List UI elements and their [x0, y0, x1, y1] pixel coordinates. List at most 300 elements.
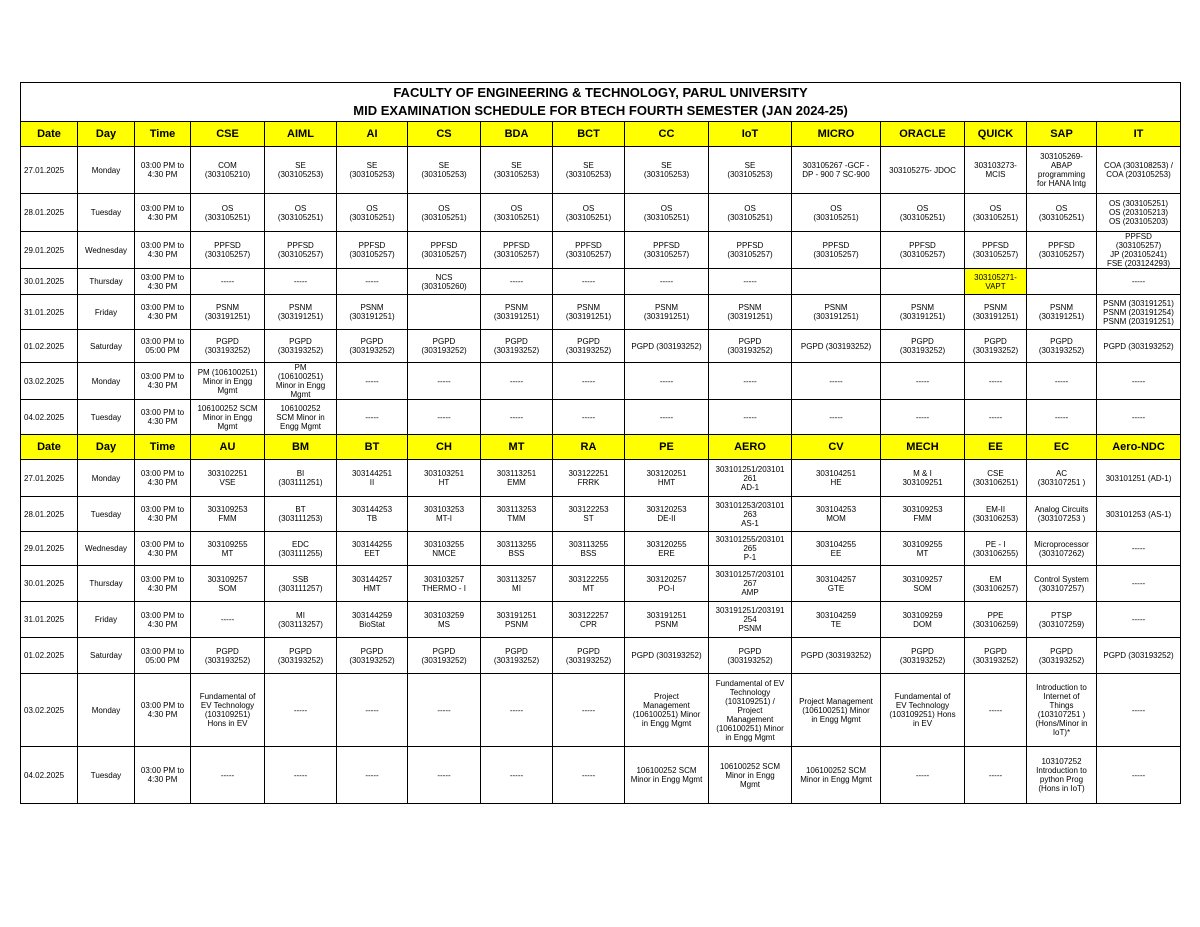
- exam-cell: PGPD (303193252): [625, 638, 709, 674]
- exam-cell: Fundamental of EV Technology (103109251) Hons in EV: [881, 674, 965, 747]
- exam-cell: -----: [1097, 602, 1181, 638]
- table-row: [21, 295, 1181, 330]
- exam-cell: -----: [265, 269, 337, 295]
- exam-cell: 303105271- VAPT: [965, 269, 1027, 295]
- exam-cell: 303120257 PO-I: [625, 566, 709, 602]
- column-header: AERO: [709, 435, 792, 460]
- time-cell: 03:00 PM to 4:30 PM: [135, 269, 191, 295]
- time-cell: 03:00 PM to 4:30 PM: [135, 674, 191, 747]
- exam-cell: PGPD (303193252): [191, 638, 265, 674]
- exam-cell: PPFSD (303105257) JP (203105241) FSE (203124293): [1097, 232, 1181, 269]
- column-header: QUICK: [965, 122, 1027, 147]
- exam-cell: 303122253 ST: [553, 497, 625, 532]
- day-cell: Saturday: [78, 638, 135, 674]
- exam-cell: 303144257 HMT: [337, 566, 408, 602]
- exam-cell: Fundamental of EV Technology (103109251) / Project Management (106100251) Minor in Engg Mgmt: [709, 674, 792, 747]
- exam-cell: [792, 269, 881, 295]
- exam-cell: -----: [625, 363, 709, 400]
- exam-cell: 303144259 BioStat: [337, 602, 408, 638]
- exam-cell: 303120251 HMT: [625, 460, 709, 497]
- exam-cell: PGPD (303193252): [481, 638, 553, 674]
- exam-cell: PPFSD (303105257): [881, 232, 965, 269]
- exam-cell: PGPD (303193252): [408, 330, 481, 363]
- exam-cell: PSNM (303191251): [709, 295, 792, 330]
- exam-cell: PSNM (303191251): [265, 295, 337, 330]
- exam-cell: SE (303105253): [709, 147, 792, 194]
- exam-cell: OS (303105251): [265, 194, 337, 232]
- exam-cell: PPFSD (303105257): [337, 232, 408, 269]
- exam-cell: PGPD (303193252): [408, 638, 481, 674]
- date-cell: 30.01.2025: [21, 566, 78, 602]
- exam-cell: -----: [553, 400, 625, 435]
- exam-cell: OS (303105251): [625, 194, 709, 232]
- exam-cell: PSNM (303191251): [481, 295, 553, 330]
- exam-cell: 303144251 II: [337, 460, 408, 497]
- exam-cell: 106100252 SCM Minor in Engg Mgmt: [191, 400, 265, 435]
- exam-cell: 303109253 FMM: [191, 497, 265, 532]
- exam-cell: 303122257 CPR: [553, 602, 625, 638]
- exam-cell: SE (303105253): [481, 147, 553, 194]
- exam-cell: [881, 269, 965, 295]
- exam-cell: EM-II (303106253): [965, 497, 1027, 532]
- day-cell: Wednesday: [78, 232, 135, 269]
- day-cell: Monday: [78, 147, 135, 194]
- day-cell: Friday: [78, 602, 135, 638]
- exam-cell: BT (303111253): [265, 497, 337, 532]
- exam-cell: -----: [191, 269, 265, 295]
- exam-cell: PGPD (303193252): [553, 638, 625, 674]
- exam-cell: PM (106100251) Minor in Engg Mgmt: [265, 363, 337, 400]
- exam-cell: PGPD (303193252): [881, 330, 965, 363]
- exam-cell: 303120255 ERE: [625, 532, 709, 566]
- exam-cell: -----: [265, 747, 337, 804]
- day-cell: Monday: [78, 460, 135, 497]
- column-header: MECH: [881, 435, 965, 460]
- exam-cell: COA (303108253) / COA (203105253): [1097, 147, 1181, 194]
- exam-cell: -----: [709, 363, 792, 400]
- exam-cell: OS (303105251): [408, 194, 481, 232]
- table-row: [21, 602, 1181, 638]
- exam-cell: -----: [1097, 674, 1181, 747]
- exam-cell: SE (303105253): [625, 147, 709, 194]
- day-cell: Saturday: [78, 330, 135, 363]
- exam-cell: -----: [1097, 747, 1181, 804]
- exam-cell: 106100252 SCM Minor in Engg Mgmt: [625, 747, 709, 804]
- exam-cell: PGPD (303193252): [792, 330, 881, 363]
- time-cell: 03:00 PM to 4:30 PM: [135, 460, 191, 497]
- exam-cell: PGPD (303193252): [337, 330, 408, 363]
- exam-cell: PPFSD (303105257): [1027, 232, 1097, 269]
- exam-cell: CSE (303106251): [965, 460, 1027, 497]
- column-header: CS: [408, 122, 481, 147]
- exam-cell: 303101253/203101 263 AS-1: [709, 497, 792, 532]
- exam-cell: 303109255 MT: [881, 532, 965, 566]
- column-header: AU: [191, 435, 265, 460]
- time-cell: 03:00 PM to 4:30 PM: [135, 363, 191, 400]
- exam-cell: Introduction to Internet of Things (103107251 ) (Hons/Minor in IoT)*: [1027, 674, 1097, 747]
- exam-cell: 303109253 FMM: [881, 497, 965, 532]
- exam-cell: PGPD (303193252): [965, 638, 1027, 674]
- exam-cell: 303113255 BSS: [481, 532, 553, 566]
- time-cell: 03:00 PM to 4:30 PM: [135, 194, 191, 232]
- time-cell: 03:00 PM to 4:30 PM: [135, 602, 191, 638]
- exam-cell: -----: [481, 674, 553, 747]
- time-cell: 03:00 PM to 4:30 PM: [135, 747, 191, 804]
- column-header: BDA: [481, 122, 553, 147]
- exam-cell: OS (303105251): [965, 194, 1027, 232]
- exam-cell: OS (303105251) OS (203105213) OS (203105203): [1097, 194, 1181, 232]
- day-cell: Tuesday: [78, 400, 135, 435]
- exam-cell: -----: [1097, 269, 1181, 295]
- table-row: [21, 269, 1181, 295]
- page-title: [21, 83, 1181, 122]
- exam-cell: 303109257 SOM: [191, 566, 265, 602]
- exam-cell: 303191251 PSNM: [481, 602, 553, 638]
- exam-cell: PGPD (303193252): [265, 330, 337, 363]
- date-cell: 31.01.2025: [21, 602, 78, 638]
- exam-cell: Analog Circuits (303107253 ): [1027, 497, 1097, 532]
- exam-cell: -----: [709, 400, 792, 435]
- exam-cell: PTSP (303107259): [1027, 602, 1097, 638]
- exam-cell: PGPD (303193252): [625, 330, 709, 363]
- time-cell: 03:00 PM to 05:00 PM: [135, 638, 191, 674]
- exam-cell: 303105269- ABAP programming for HANA Intg: [1027, 147, 1097, 194]
- column-header: RA: [553, 435, 625, 460]
- time-cell: 03:00 PM to 4:30 PM: [135, 147, 191, 194]
- exam-cell: -----: [481, 363, 553, 400]
- exam-cell: Fundamental of EV Technology (103109251) Hons in EV: [191, 674, 265, 747]
- time-cell: 03:00 PM to 4:30 PM: [135, 232, 191, 269]
- column-header: MICRO: [792, 122, 881, 147]
- exam-cell: SE (303105253): [553, 147, 625, 194]
- table-row: [21, 330, 1181, 363]
- exam-cell: -----: [408, 363, 481, 400]
- column-header: AIML: [265, 122, 337, 147]
- exam-cell: 303105275- JDOC: [881, 147, 965, 194]
- day-cell: Thursday: [78, 566, 135, 602]
- time-cell: 03:00 PM to 4:30 PM: [135, 532, 191, 566]
- exam-cell: SE (303105253): [265, 147, 337, 194]
- exam-cell: PSNM (303191251) PSNM (203191254) PSNM (203191251): [1097, 295, 1181, 330]
- exam-cell: -----: [553, 747, 625, 804]
- exam-cell: PSNM (303191251): [553, 295, 625, 330]
- table-row: [21, 194, 1181, 232]
- exam-cell: PSNM (303191251): [792, 295, 881, 330]
- column-header: IT: [1097, 122, 1181, 147]
- exam-cell: -----: [337, 269, 408, 295]
- column-header: BT: [337, 435, 408, 460]
- exam-cell: SSB (303111257): [265, 566, 337, 602]
- exam-cell: PGPD (303193252): [191, 330, 265, 363]
- exam-cell: PSNM (303191251): [337, 295, 408, 330]
- exam-cell: BI (303111251): [265, 460, 337, 497]
- exam-cell: 303122251 FRRK: [553, 460, 625, 497]
- exam-cell: -----: [408, 747, 481, 804]
- date-cell: 28.01.2025: [21, 497, 78, 532]
- table-row: [21, 460, 1181, 497]
- exam-cell: 106100252 SCM Minor in Engg Mgmt: [709, 747, 792, 804]
- exam-cell: 303104257 GTE: [792, 566, 881, 602]
- exam-cell: 303101255/203101 265 P-1: [709, 532, 792, 566]
- exam-cell: 303102251 VSE: [191, 460, 265, 497]
- exam-cell: 303103251 HT: [408, 460, 481, 497]
- exam-cell: 303113257 MI: [481, 566, 553, 602]
- exam-cell: PGPD (303193252): [553, 330, 625, 363]
- table-row: [21, 147, 1181, 194]
- exam-cell: 303144255 EET: [337, 532, 408, 566]
- exam-cell: PSNM (303191251): [625, 295, 709, 330]
- exam-cell: 303103255 NMCE: [408, 532, 481, 566]
- exam-cell: OS (303105251): [709, 194, 792, 232]
- exam-cell: 303101251/203101 261 AD-1: [709, 460, 792, 497]
- exam-cell: AC (303107251 ): [1027, 460, 1097, 497]
- exam-cell: PE - I (303106255): [965, 532, 1027, 566]
- exam-cell: 303120253 DE-II: [625, 497, 709, 532]
- exam-cell: 303103259 MS: [408, 602, 481, 638]
- time-cell: 03:00 PM to 4:30 PM: [135, 497, 191, 532]
- exam-cell: -----: [1027, 400, 1097, 435]
- exam-cell: PPFSD (303105257): [709, 232, 792, 269]
- column-header: BM: [265, 435, 337, 460]
- date-cell: 29.01.2025: [21, 532, 78, 566]
- title-line-1: FACULTY OF ENGINEERING & TECHNOLOGY, PARUL UNIVERSITY: [393, 85, 808, 100]
- exam-cell: -----: [481, 400, 553, 435]
- exam-cell: -----: [792, 363, 881, 400]
- column-header: CH: [408, 435, 481, 460]
- exam-cell: 303191251/203191 254 PSNM: [709, 602, 792, 638]
- day-cell: Tuesday: [78, 194, 135, 232]
- exam-cell: 303113251 EMM: [481, 460, 553, 497]
- exam-cell: -----: [408, 400, 481, 435]
- exam-cell: 303109259 DOM: [881, 602, 965, 638]
- table-row: [21, 232, 1181, 269]
- exam-cell: -----: [965, 363, 1027, 400]
- exam-cell: PSNM (303191251): [881, 295, 965, 330]
- exam-cell: OS (303105251): [191, 194, 265, 232]
- time-cell: 03:00 PM to 4:30 PM: [135, 295, 191, 330]
- exam-cell: 303105267 -GCF - DP - 900 7 SC-900: [792, 147, 881, 194]
- date-cell: 03.02.2025: [21, 363, 78, 400]
- column-header: Time: [135, 435, 191, 460]
- exam-cell: 303103273- MCIS: [965, 147, 1027, 194]
- exam-cell: PPFSD (303105257): [191, 232, 265, 269]
- column-header: MT: [481, 435, 553, 460]
- exam-cell: -----: [965, 747, 1027, 804]
- title-line-2: MID EXAMINATION SCHEDULE FOR BTECH FOURTH SEMESTER (JAN 2024-25): [353, 103, 848, 118]
- date-cell: 31.01.2025: [21, 295, 78, 330]
- column-header: AI: [337, 122, 408, 147]
- exam-cell: PGPD (303193252): [709, 638, 792, 674]
- exam-cell: -----: [1097, 566, 1181, 602]
- exam-cell: 303109255 MT: [191, 532, 265, 566]
- exam-cell: PGPD (303193252): [709, 330, 792, 363]
- date-cell: 04.02.2025: [21, 400, 78, 435]
- column-header: Day: [78, 435, 135, 460]
- exam-cell: -----: [1097, 400, 1181, 435]
- table-row: [21, 363, 1181, 400]
- exam-cell: -----: [881, 400, 965, 435]
- column-header: Aero-NDC: [1097, 435, 1181, 460]
- exam-cell: PPFSD (303105257): [265, 232, 337, 269]
- exam-cell: -----: [337, 674, 408, 747]
- date-cell: 27.01.2025: [21, 147, 78, 194]
- exam-cell: -----: [337, 400, 408, 435]
- exam-cell: PPFSD (303105257): [408, 232, 481, 269]
- table-row: [21, 532, 1181, 566]
- column-header: ORACLE: [881, 122, 965, 147]
- exam-cell: PPE (303106259): [965, 602, 1027, 638]
- exam-cell: -----: [265, 674, 337, 747]
- exam-cell: -----: [1097, 363, 1181, 400]
- exam-cell: -----: [481, 747, 553, 804]
- exam-cell: Project Management (106100251) Minor in Engg Mgmt: [625, 674, 709, 747]
- exam-schedule-table: [20, 82, 1181, 804]
- column-header: EC: [1027, 435, 1097, 460]
- exam-cell: [1027, 269, 1097, 295]
- exam-cell: -----: [191, 747, 265, 804]
- exam-cell: COM (303105210): [191, 147, 265, 194]
- date-cell: 29.01.2025: [21, 232, 78, 269]
- exam-cell: PGPD (303193252): [1027, 638, 1097, 674]
- column-header: BCT: [553, 122, 625, 147]
- exam-cell: 106100252 SCM Minor in Engg Mgmt: [792, 747, 881, 804]
- day-cell: Friday: [78, 295, 135, 330]
- column-header: SAP: [1027, 122, 1097, 147]
- exam-cell: -----: [1027, 363, 1097, 400]
- exam-cell: -----: [709, 269, 792, 295]
- exam-cell: 303101251 (AD-1): [1097, 460, 1181, 497]
- date-cell: 01.02.2025: [21, 638, 78, 674]
- table-row: [21, 674, 1181, 747]
- exam-cell: M & I 303109251: [881, 460, 965, 497]
- table-row: [21, 497, 1181, 532]
- exam-cell: 303113255 BSS: [553, 532, 625, 566]
- date-cell: 27.01.2025: [21, 460, 78, 497]
- exam-cell: PGPD (303193252): [1097, 330, 1181, 363]
- column-header: CSE: [191, 122, 265, 147]
- section2-header-row: [21, 435, 1181, 460]
- date-cell: 03.02.2025: [21, 674, 78, 747]
- date-cell: 28.01.2025: [21, 194, 78, 232]
- exam-cell: 303191251 PSNM: [625, 602, 709, 638]
- exam-cell: -----: [625, 269, 709, 295]
- date-cell: 30.01.2025: [21, 269, 78, 295]
- column-header: CV: [792, 435, 881, 460]
- exam-cell: 303101257/203101 267 AMP: [709, 566, 792, 602]
- exam-cell: -----: [881, 747, 965, 804]
- exam-cell: PSNM (303191251): [1027, 295, 1097, 330]
- exam-cell: 303101253 (AS-1): [1097, 497, 1181, 532]
- exam-cell: -----: [553, 269, 625, 295]
- exam-cell: Microprocessor (303107262): [1027, 532, 1097, 566]
- exam-cell: -----: [191, 602, 265, 638]
- date-cell: 01.02.2025: [21, 330, 78, 363]
- exam-cell: PSNM (303191251): [191, 295, 265, 330]
- exam-cell: NCS (303105260): [408, 269, 481, 295]
- exam-cell: SE (303105253): [337, 147, 408, 194]
- exam-cell: -----: [553, 363, 625, 400]
- exam-cell: SE (303105253): [408, 147, 481, 194]
- exam-cell: OS (303105251): [881, 194, 965, 232]
- exam-cell: PGPD (303193252): [337, 638, 408, 674]
- section1-header-row: [21, 122, 1181, 147]
- table-row: [21, 747, 1181, 804]
- time-cell: 03:00 PM to 4:30 PM: [135, 566, 191, 602]
- exam-cell: -----: [965, 674, 1027, 747]
- day-cell: Wednesday: [78, 532, 135, 566]
- exam-cell: MI (303113257): [265, 602, 337, 638]
- exam-cell: PGPD (303193252): [481, 330, 553, 363]
- exam-cell: -----: [553, 674, 625, 747]
- day-cell: Monday: [78, 674, 135, 747]
- exam-cell: 303144253 TB: [337, 497, 408, 532]
- exam-cell: Control System (303107257): [1027, 566, 1097, 602]
- column-header: CC: [625, 122, 709, 147]
- table-row: [21, 400, 1181, 435]
- exam-cell: Project Management (106100251) Minor in Engg Mgmt: [792, 674, 881, 747]
- exam-cell: PPFSD (303105257): [792, 232, 881, 269]
- exam-cell: 303104253 MOM: [792, 497, 881, 532]
- time-cell: 03:00 PM to 05:00 PM: [135, 330, 191, 363]
- exam-cell: 303104259 TE: [792, 602, 881, 638]
- date-cell: 04.02.2025: [21, 747, 78, 804]
- column-header: Date: [21, 435, 78, 460]
- column-header: Date: [21, 122, 78, 147]
- exam-cell: [408, 295, 481, 330]
- exam-cell: -----: [881, 363, 965, 400]
- exam-cell: 303104255 EE: [792, 532, 881, 566]
- exam-cell: 303103257 THERMO - I: [408, 566, 481, 602]
- column-header: PE: [625, 435, 709, 460]
- exam-cell: 103107252 Introduction to python Prog (Hons in IoT): [1027, 747, 1097, 804]
- exam-cell: PM (106100251) Minor in Engg Mgmt: [191, 363, 265, 400]
- day-cell: Monday: [78, 363, 135, 400]
- exam-cell: -----: [792, 400, 881, 435]
- exam-cell: PGPD (303193252): [265, 638, 337, 674]
- exam-cell: PPFSD (303105257): [965, 232, 1027, 269]
- exam-cell: OS (303105251): [1027, 194, 1097, 232]
- exam-cell: -----: [481, 269, 553, 295]
- exam-cell: -----: [408, 674, 481, 747]
- exam-cell: PGPD (303193252): [965, 330, 1027, 363]
- table-row: [21, 638, 1181, 674]
- exam-cell: PGPD (303193252): [1027, 330, 1097, 363]
- exam-cell: EM (303106257): [965, 566, 1027, 602]
- exam-cell: 303109257 SOM: [881, 566, 965, 602]
- exam-cell: 303122255 MT: [553, 566, 625, 602]
- exam-cell: PSNM (303191251): [965, 295, 1027, 330]
- exam-cell: OS (303105251): [337, 194, 408, 232]
- exam-cell: 303113253 TMM: [481, 497, 553, 532]
- table-row: [21, 566, 1181, 602]
- exam-cell: 303103253 MT-I: [408, 497, 481, 532]
- day-cell: Tuesday: [78, 497, 135, 532]
- time-cell: 03:00 PM to 4:30 PM: [135, 400, 191, 435]
- day-cell: Thursday: [78, 269, 135, 295]
- exam-cell: PPFSD (303105257): [553, 232, 625, 269]
- exam-cell: PPFSD (303105257): [481, 232, 553, 269]
- exam-cell: PGPD (303193252): [1097, 638, 1181, 674]
- exam-cell: PGPD (303193252): [792, 638, 881, 674]
- exam-cell: EDC (303111255): [265, 532, 337, 566]
- exam-cell: -----: [1097, 532, 1181, 566]
- exam-cell: 303104251 HE: [792, 460, 881, 497]
- exam-cell: PGPD (303193252): [881, 638, 965, 674]
- column-header: Time: [135, 122, 191, 147]
- exam-cell: -----: [337, 747, 408, 804]
- exam-cell: 106100252 SCM Minor in Engg Mgmt: [265, 400, 337, 435]
- column-header: IoT: [709, 122, 792, 147]
